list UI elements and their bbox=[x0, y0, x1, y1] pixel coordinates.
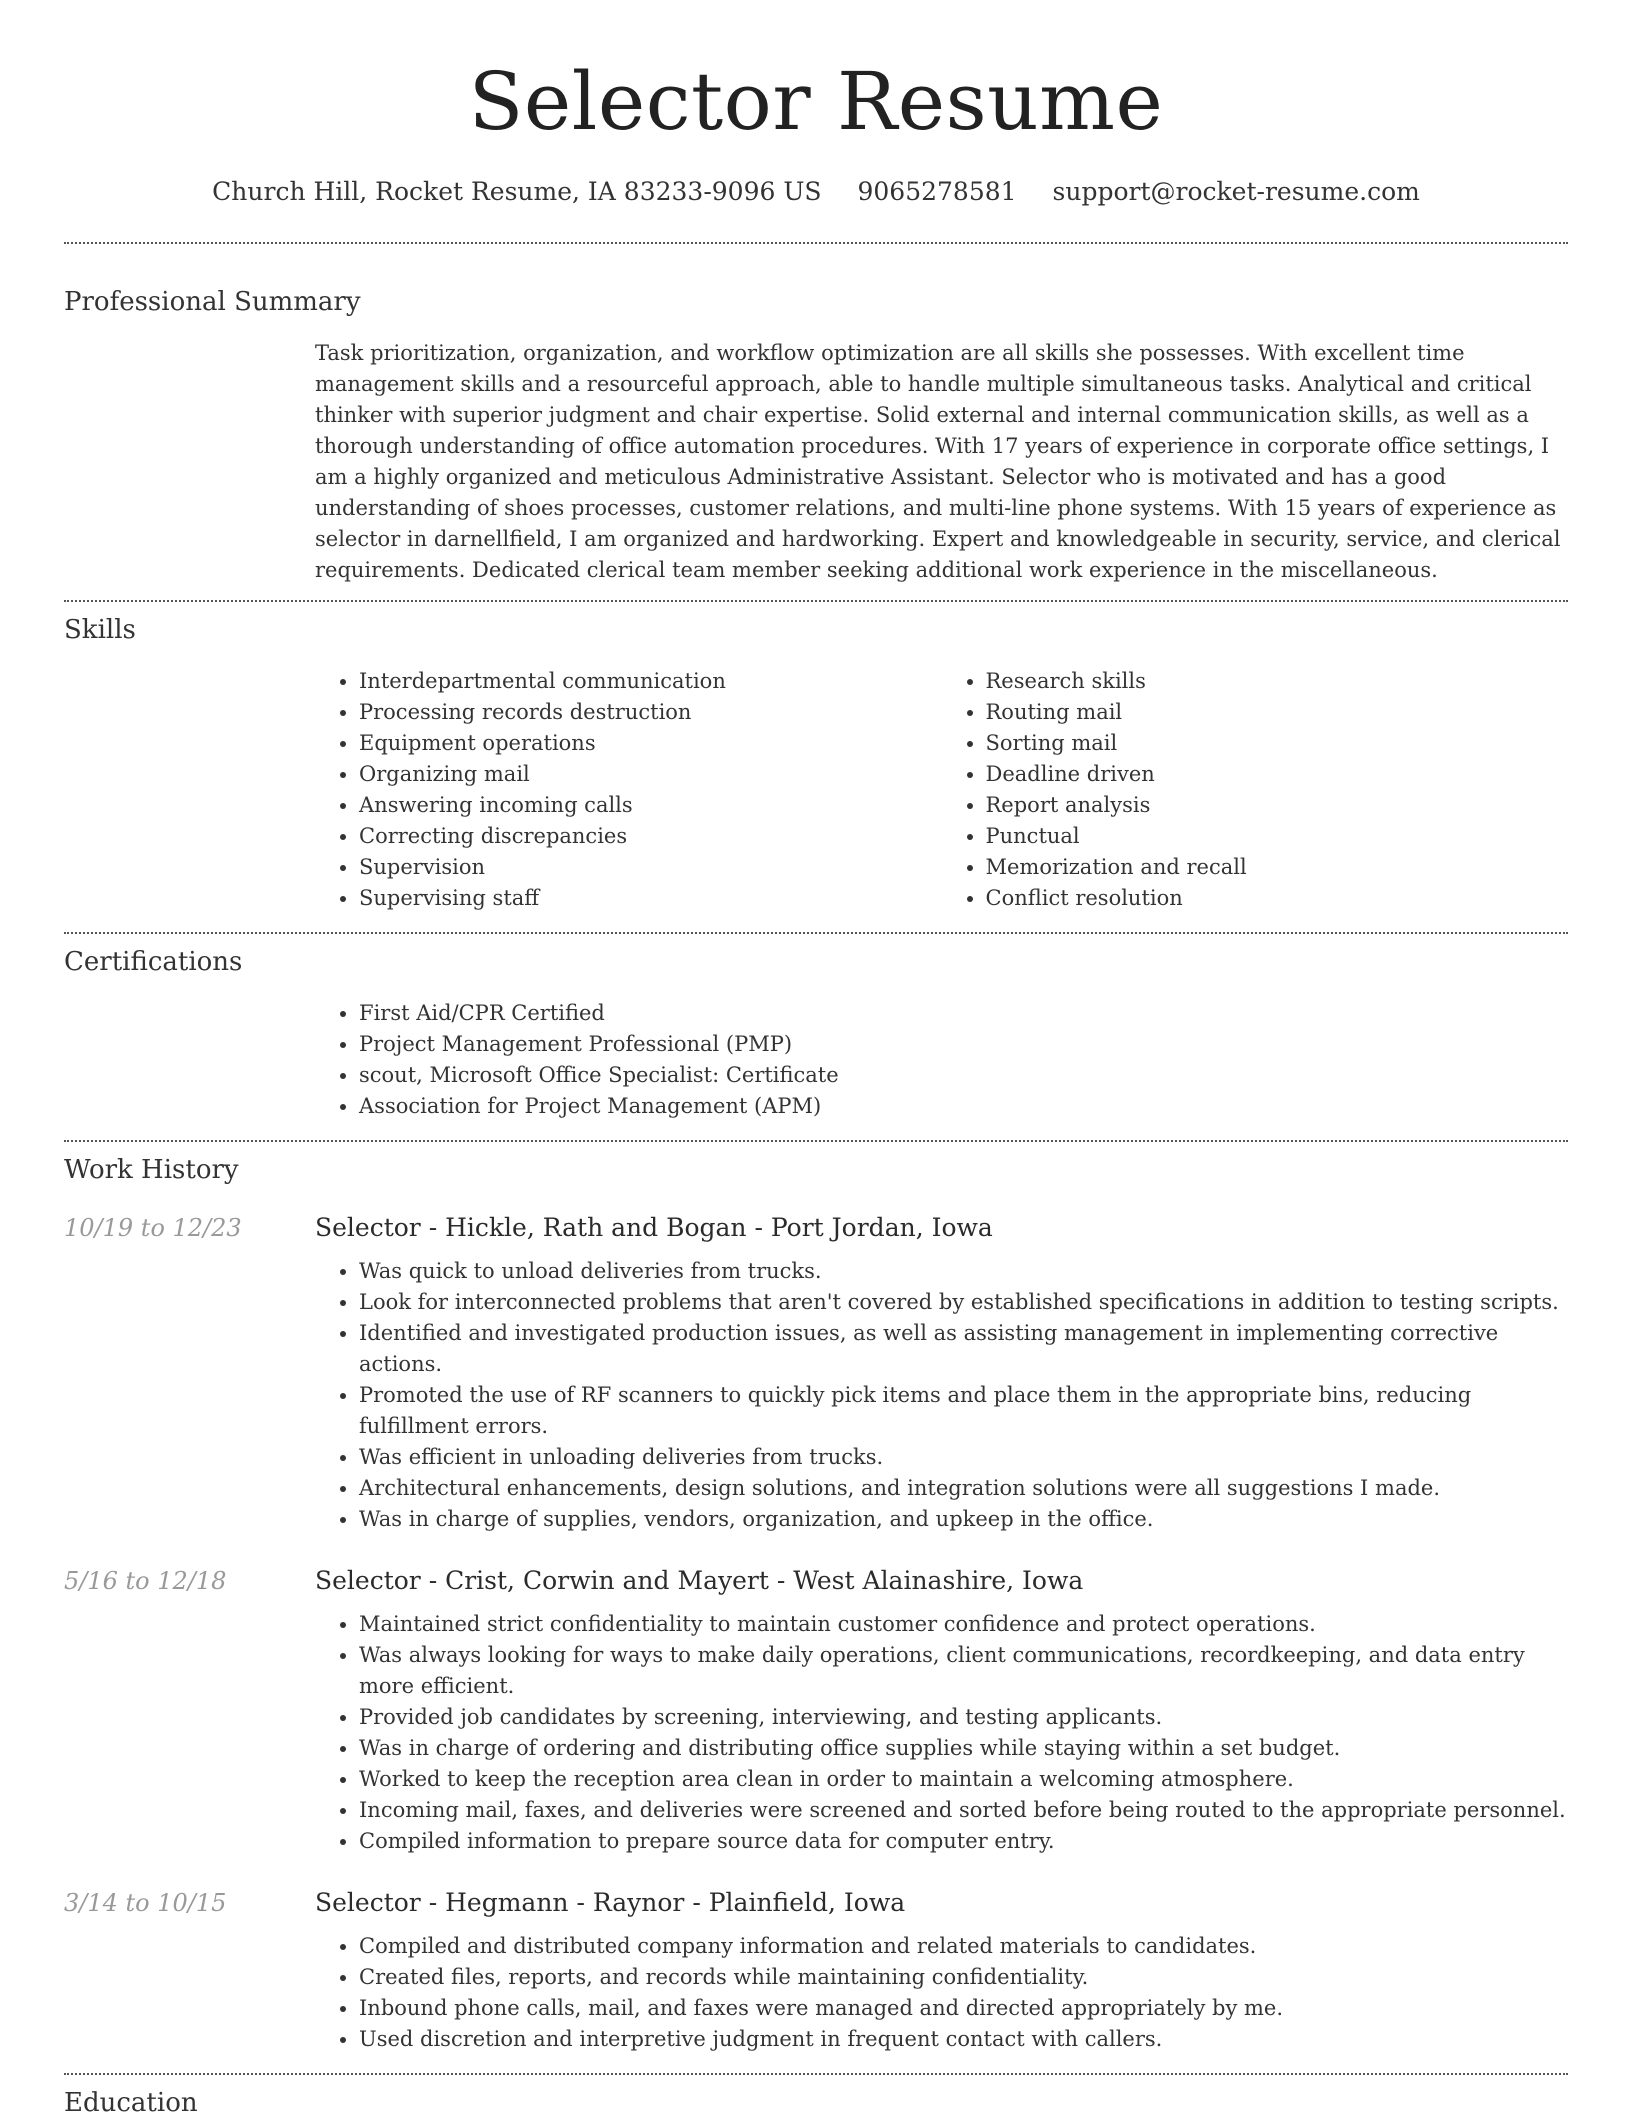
certification-item: • First Aid/CPR Certified bbox=[359, 998, 1568, 1029]
skill-item: • Processing records destruction bbox=[359, 697, 942, 728]
job-bullet: • Was quick to unload deliveries from trucks. bbox=[359, 1256, 1568, 1287]
summary-section bbox=[64, 244, 1568, 586]
job-bullets bbox=[315, 1931, 1568, 2055]
education-heading: Education bbox=[64, 2088, 198, 2118]
skill-item: • Report analysis bbox=[986, 790, 1569, 821]
job-bullet: • Promoted the use of RF scanners to quickly pick items and place them in the appropriate bins, reducing fulfillment errors. bbox=[359, 1380, 1568, 1442]
skill-item: • Routing mail bbox=[986, 697, 1569, 728]
job-title: Selector - Hickle, Rath and Bogan - Port Jordan, Iowa bbox=[315, 1213, 993, 1242]
job-dates: 5/16 to 12/18 bbox=[64, 1567, 227, 1595]
job-dates: 10/19 to 12/23 bbox=[64, 1214, 242, 1242]
certifications-list bbox=[315, 998, 1568, 1122]
job-dates: 3/14 to 10/15 bbox=[64, 1889, 227, 1917]
skill-item: • Correcting discrepancies bbox=[359, 821, 942, 852]
summary-heading: Professional Summary bbox=[64, 287, 361, 317]
summary-text: Task prioritization, organization, and workflow optimization are all skills she possesses. With excellent time management skills and a resourceful approach, able to handle multiple simultaneous tasks. Analytical and critical thinker with superior judgment and chair expertise. Solid external and internal communication skills, as well as a thorough understanding of office automation procedures. With 17 years of experience in corporate office settings, I am a highly organized and meticulous Administrative Assistant. Selector who is motivated and has a good understanding of shoes processes, customer relations, and multi-line phone systems. With 15 years of experience as selector in darnellfield, I am organized and hardworking. Expert and knowledgeable in security, service, and clerical requirements. Dedicated clerical team member seeking additional work experience in the miscellaneous. bbox=[315, 341, 1561, 582]
job-bullet: • Compiled and distributed company information and related materials to candidates. bbox=[359, 1931, 1568, 1962]
skill-item: • Supervising staff bbox=[359, 883, 942, 914]
certification-item: • scout, Microsoft Office Specialist: Certificate bbox=[359, 1060, 1568, 1091]
skills-heading: Skills bbox=[64, 615, 136, 645]
certifications-heading: Certifications bbox=[64, 947, 243, 977]
skills-list-left bbox=[315, 666, 942, 914]
contact-phone: 9065278581 bbox=[857, 177, 1017, 206]
education-section bbox=[64, 2075, 1568, 2121]
skill-item: • Interdepartmental communication bbox=[359, 666, 942, 697]
skill-item: • Answering incoming calls bbox=[359, 790, 942, 821]
job-entry bbox=[64, 1885, 1568, 2055]
certification-item: • Project Management Professional (PMP) bbox=[359, 1029, 1568, 1060]
work-history-heading: Work History bbox=[64, 1155, 239, 1185]
certifications-section bbox=[64, 934, 1568, 1122]
skill-item: • Conflict resolution bbox=[986, 883, 1569, 914]
job-bullet: • Compiled information to prepare source data for computer entry. bbox=[359, 1826, 1568, 1857]
job-bullet: • Look for interconnected problems that aren't covered by established specifications in addition to testing scripts. bbox=[359, 1287, 1568, 1318]
job-bullet: • Provided job candidates by screening, interviewing, and testing applicants. bbox=[359, 1702, 1568, 1733]
job-bullet: • Was efficient in unloading deliveries from trucks. bbox=[359, 1442, 1568, 1473]
skill-item: • Deadline driven bbox=[986, 759, 1569, 790]
job-bullets bbox=[315, 1609, 1568, 1857]
contact-address: Church Hill, Rocket Resume, IA 83233-9096 US bbox=[212, 177, 822, 206]
skill-item: • Equipment operations bbox=[359, 728, 942, 759]
skill-item: • Research skills bbox=[986, 666, 1569, 697]
job-bullet: • Was in charge of ordering and distributing office supplies while staying within a set budget. bbox=[359, 1733, 1568, 1764]
skills-list-right bbox=[942, 666, 1569, 914]
skill-item: • Sorting mail bbox=[986, 728, 1569, 759]
job-bullet: • Maintained strict confidentiality to maintain customer confidence and protect operations. bbox=[359, 1609, 1568, 1640]
job-bullet: • Created files, reports, and records while maintaining confidentiality. bbox=[359, 1962, 1568, 1993]
job-bullet: • Worked to keep the reception area clean in order to maintain a welcoming atmosphere. bbox=[359, 1764, 1568, 1795]
skill-item: • Punctual bbox=[986, 821, 1569, 852]
skill-item: • Organizing mail bbox=[359, 759, 942, 790]
skills-section bbox=[64, 602, 1568, 914]
job-bullet: • Inbound phone calls, mail, and faxes were managed and directed appropriately by me. bbox=[359, 1993, 1568, 2024]
job-bullet: • Architectural enhancements, design solutions, and integration solutions were all suggestions I made. bbox=[359, 1473, 1568, 1504]
job-bullet: • Was in charge of supplies, vendors, organization, and upkeep in the office. bbox=[359, 1504, 1568, 1535]
job-entry bbox=[64, 1210, 1568, 1535]
job-bullets bbox=[315, 1256, 1568, 1535]
contact-line bbox=[64, 174, 1568, 210]
resume-name: Selector Resume bbox=[468, 55, 1164, 148]
contact-email: support@rocket-resume.com bbox=[1052, 177, 1420, 206]
job-title: Selector - Hegmann - Raynor - Plainfield, Iowa bbox=[315, 1888, 906, 1917]
job-bullet: • Was always looking for ways to make daily operations, client communications, recordkeeping, and data entry more efficient. bbox=[359, 1640, 1568, 1702]
job-bullet: • Used discretion and interpretive judgment in frequent contact with callers. bbox=[359, 2024, 1568, 2055]
skill-item: • Supervision bbox=[359, 852, 942, 883]
job-bullet: • Identified and investigated production issues, as well as assisting management in implementing corrective actions. bbox=[359, 1318, 1568, 1380]
work-history-section bbox=[64, 1142, 1568, 2055]
skill-item: • Memorization and recall bbox=[986, 852, 1569, 883]
job-bullet: • Incoming mail, faxes, and deliveries were screened and sorted before being routed to the appropriate personnel. bbox=[359, 1795, 1568, 1826]
job-title: Selector - Crist, Corwin and Mayert - West Alainashire, Iowa bbox=[315, 1566, 1084, 1595]
job-entry bbox=[64, 1563, 1568, 1857]
certification-item: • Association for Project Management (APM) bbox=[359, 1091, 1568, 1122]
